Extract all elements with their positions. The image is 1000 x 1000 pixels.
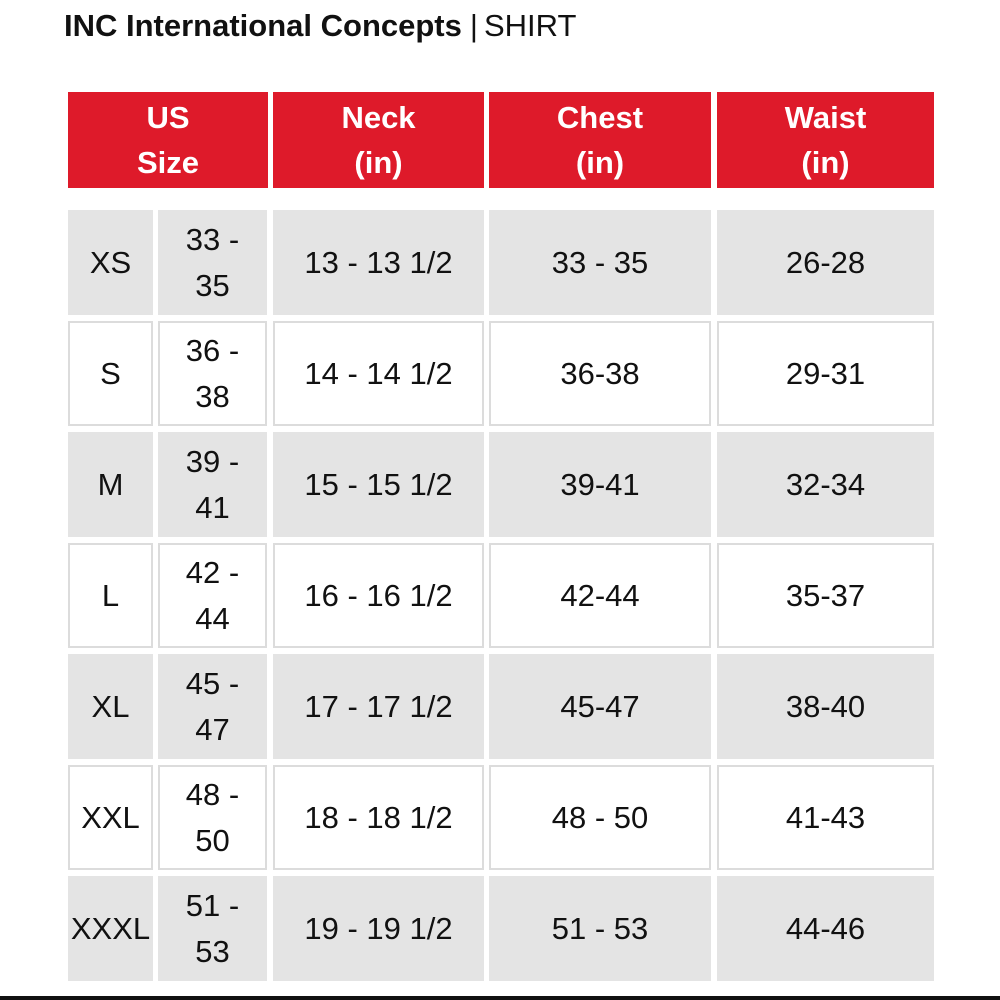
- cell-us-range: [158, 765, 267, 870]
- cell-neck: 14 - 14 1/2: [273, 321, 484, 426]
- cell-neck: 19 - 19 1/2: [273, 876, 484, 981]
- cell-us-range-end: 53: [195, 933, 230, 969]
- cell-chest: 48 - 50: [489, 765, 711, 870]
- cell-size-label: M: [68, 432, 153, 537]
- product-type: SHIRT: [483, 8, 577, 43]
- header-chest-line1: Chest: [556, 100, 644, 135]
- header-chest: [489, 92, 711, 188]
- cell-neck: 13 - 13 1/2: [273, 210, 484, 315]
- header-neck-line1: Neck: [341, 100, 416, 135]
- cell-chest: 39-41: [489, 432, 711, 537]
- cell-us-range-start: 48 -: [185, 776, 240, 812]
- header-us-size: [68, 92, 268, 188]
- header-neck-line2: (in): [354, 145, 403, 180]
- cell-us-range: [158, 543, 267, 648]
- cell-size-label: XXXL: [68, 876, 153, 981]
- cell-us-range: [158, 321, 267, 426]
- cell-chest: 45-47: [489, 654, 711, 759]
- cell-us-range-start: 45 -: [185, 665, 240, 701]
- cell-waist: 29-31: [717, 321, 934, 426]
- cell-neck: 18 - 18 1/2: [273, 765, 484, 870]
- cell-us-range-start: 33 -: [185, 221, 240, 257]
- cell-size-label: L: [68, 543, 153, 648]
- title-separator: |: [469, 8, 478, 43]
- cell-size-label: S: [68, 321, 153, 426]
- header-waist-line2: (in): [801, 145, 850, 180]
- cell-size-label: XXL: [68, 765, 153, 870]
- brand-name: INC International Concepts: [64, 8, 462, 43]
- cell-us-range-end: 38: [195, 378, 230, 414]
- header-us-size-line2: Size: [136, 145, 200, 180]
- cell-us-range-start: 51 -: [185, 887, 240, 923]
- cell-chest: 33 - 35: [489, 210, 711, 315]
- cell-waist: 32-34: [717, 432, 934, 537]
- cell-chest: 36-38: [489, 321, 711, 426]
- cell-us-range-end: 41: [195, 489, 230, 525]
- bottom-divider: [0, 996, 1000, 1000]
- cell-us-range: [158, 876, 267, 981]
- cell-us-range-start: 36 -: [185, 332, 240, 368]
- header-us-size-line1: US: [146, 100, 190, 135]
- cell-us-range: [158, 432, 267, 537]
- cell-waist: 26-28: [717, 210, 934, 315]
- cell-us-range-end: 47: [195, 711, 230, 747]
- cell-us-range-end: 50: [195, 822, 230, 858]
- header-waist: [717, 92, 934, 188]
- cell-waist: 44-46: [717, 876, 934, 981]
- cell-size-label: XL: [68, 654, 153, 759]
- cell-neck: 16 - 16 1/2: [273, 543, 484, 648]
- cell-waist: 38-40: [717, 654, 934, 759]
- cell-us-range-end: 44: [195, 600, 230, 636]
- cell-chest: 42-44: [489, 543, 711, 648]
- cell-neck: 17 - 17 1/2: [273, 654, 484, 759]
- header-chest-line2: (in): [575, 145, 625, 180]
- chart-title: [64, 8, 576, 44]
- cell-us-range-end: 35: [195, 267, 230, 303]
- cell-waist: 41-43: [717, 765, 934, 870]
- cell-us-range-start: 39 -: [185, 443, 240, 479]
- cell-chest: 51 - 53: [489, 876, 711, 981]
- cell-us-range: [158, 210, 267, 315]
- cell-us-range-start: 42 -: [185, 554, 240, 590]
- header-waist-line1: Waist: [784, 100, 867, 135]
- header-neck: [273, 92, 484, 188]
- cell-us-range: [158, 654, 267, 759]
- cell-neck: 15 - 15 1/2: [273, 432, 484, 537]
- cell-waist: 35-37: [717, 543, 934, 648]
- cell-size-label: XS: [68, 210, 153, 315]
